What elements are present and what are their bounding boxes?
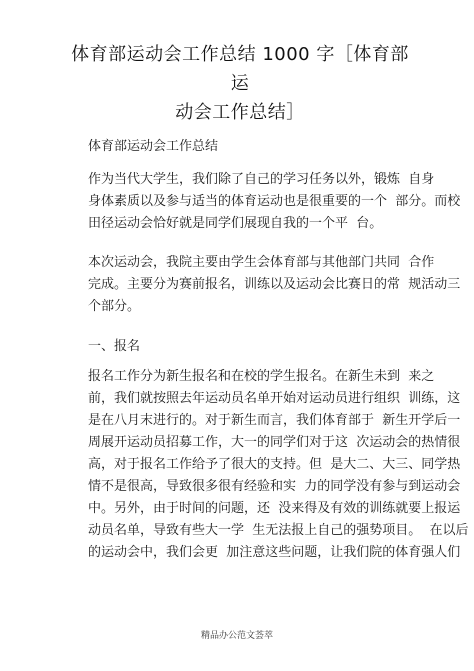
document-title — [70, 40, 410, 127]
paragraph-registration — [88, 366, 469, 564]
paragraph-line: 是在八月末进行的。对于新生而言，我们体育部于 新生开学后一 — [88, 413, 461, 428]
title-line-2: 动会工作总结］ — [175, 102, 305, 123]
paragraph-line: 周展开运动员招募工作，大一的同学们对于这 次运动会的热情很 — [88, 435, 461, 450]
paragraph-line: 前，我们就按照去年运动员名单开始对运动员进行组织 训练，这 — [88, 391, 461, 406]
paragraph-line: 本次运动会，我院主要由学生会体育部与其他部门共同 合作 — [88, 255, 435, 270]
paragraph-line: 田径运动会恰好就是同学们展现自我的一个平 台。 — [88, 216, 383, 231]
section-heading — [88, 336, 398, 358]
paragraph-line: 身体素质以及参与适当的体育运动也是很重要的一个 部分。而校 — [88, 194, 461, 209]
paragraph-line: 作为当代大学生，我们除了自己的学习任务以外，锻炼 自身 — [88, 172, 435, 187]
subtitle-text: 体育部运动会工作总结 — [88, 139, 219, 154]
title-line-1: 体育部运动会工作总结 1000 字［体育部运 — [71, 44, 409, 94]
page-footer: 精品办公范文荟萃 — [200, 631, 273, 641]
paragraph-line: 完成。主要分为赛前报名，训练以及运动会比赛日的常 规活动三 — [88, 277, 461, 292]
paragraph-line: 个部分。 — [88, 299, 141, 314]
paragraph-intro — [88, 169, 461, 235]
section-heading-text: 一、报名 — [88, 339, 141, 354]
paragraph-line: 情不是很高，导致很多很有经验和实 力的同学没有参与到运动会 — [88, 479, 461, 494]
document-subtitle — [88, 136, 398, 158]
paragraph-organization — [88, 252, 461, 318]
paragraph-line: 的运动会中，我们会更 加注意这些问题，让我们院的体育强人们 — [88, 545, 461, 560]
paragraph-line: 高，对于报名工作给予了很大的支持。但 是大二、大三、同学热 — [88, 457, 461, 472]
paragraph-line: 中。另外，由于时间的问题，还 没来得及有效的训练就要上报运 — [88, 501, 461, 516]
paragraph-line: 动员名单，导致有些大一学 生无法报上自己的强势项目。 在以后 — [88, 523, 469, 538]
paragraph-line: 报名工作分为新生报名和在校的学生报名。在新生未到 来之 — [88, 369, 435, 384]
